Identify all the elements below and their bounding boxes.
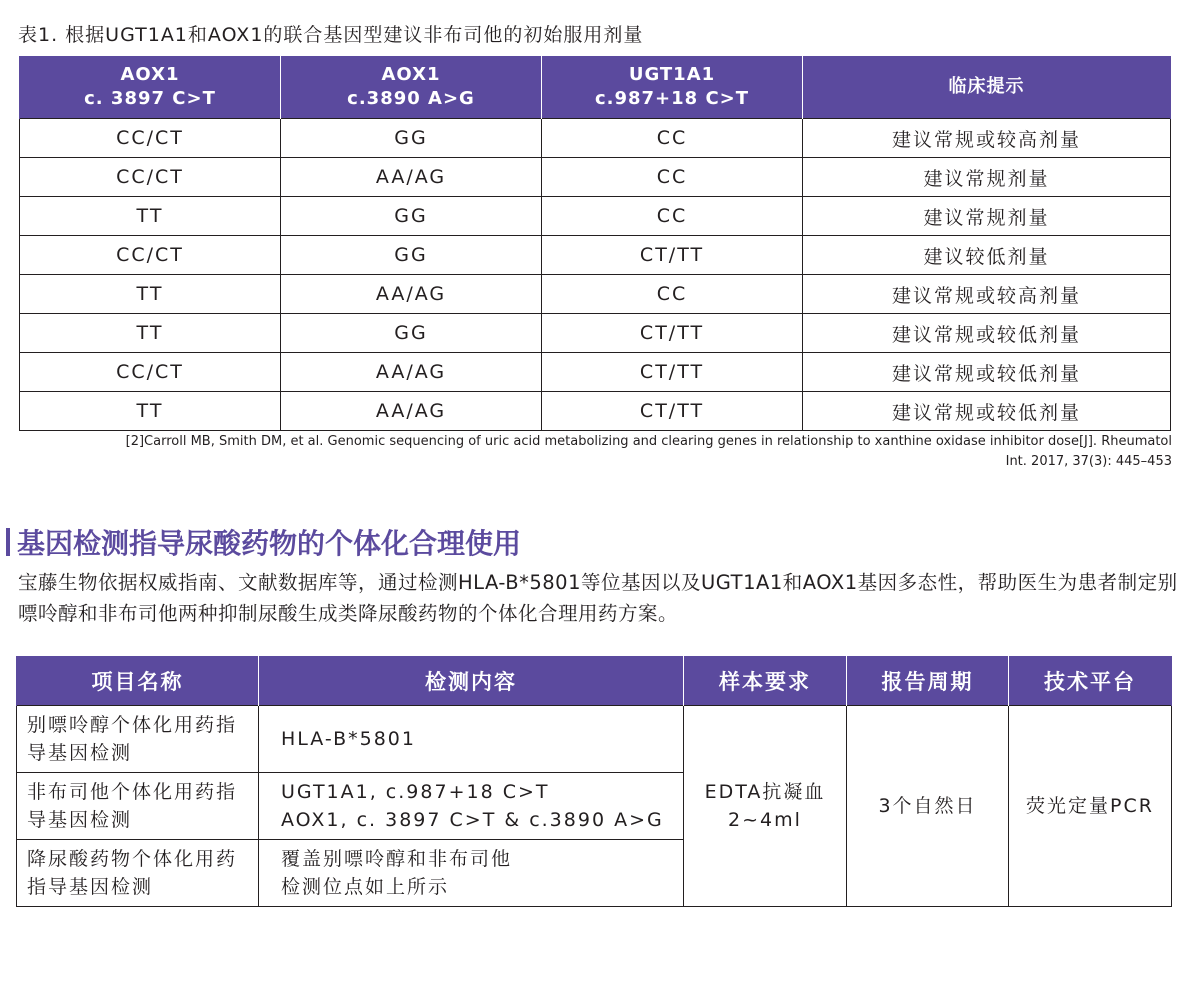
genotype-cell: AA/AG: [281, 158, 542, 197]
genotype-cell: GG: [281, 236, 542, 275]
table-row: [20, 275, 1171, 314]
header-aox1-c3897: AOX1 c. 3897 C>T: [20, 56, 281, 119]
header-aox1-c3890: AOX1 c.3890 A>G: [281, 56, 542, 119]
test-content-cell: 覆盖别嘌呤醇和非布司他 检测位点如上所示: [259, 840, 684, 907]
clinical-hint-cell: 建议较低剂量: [803, 236, 1171, 275]
clinical-hint-cell: 建议常规或较高剂量: [803, 275, 1171, 314]
genotype-cell: CT/TT: [542, 392, 803, 431]
genotype-cell: CC/CT: [20, 119, 281, 158]
header-item-name: 项目名称: [17, 656, 259, 706]
table-row: [20, 392, 1171, 431]
table-row: [20, 197, 1171, 236]
item-name-cell: 降尿酸药物个体化用药 指导基因检测: [17, 840, 259, 907]
genotype-cell: CC/CT: [20, 158, 281, 197]
test-items-header-row: [17, 656, 1172, 706]
test-content-cell: HLA-B*5801: [259, 706, 684, 773]
test-items-table: [16, 656, 1172, 907]
section-title: 基因检测指导尿酸药物的个体化合理使用: [17, 527, 522, 560]
report-cycle-cell: 3个自然日: [847, 706, 1009, 907]
genotype-cell: CC/CT: [20, 353, 281, 392]
genotype-cell: AA/AG: [281, 353, 542, 392]
genotype-cell: TT: [20, 314, 281, 353]
section-heading: [6, 522, 521, 562]
dosage-table-header-row: [20, 56, 1171, 119]
test-content-cell: UGT1A1, c.987+18 C>T AOX1, c. 3897 C>T & c.3890 A>G: [259, 773, 684, 840]
table-row: [17, 706, 1172, 773]
genotype-cell: TT: [20, 197, 281, 236]
header-ugt1a1: UGT1A1 c.987+18 C>T: [542, 56, 803, 119]
genotype-cell: TT: [20, 392, 281, 431]
clinical-hint-cell: 建议常规剂量: [803, 197, 1171, 236]
heading-accent-bar: [6, 528, 10, 556]
header-sample-requirement: 样本要求: [684, 656, 847, 706]
genotype-cell: CC: [542, 158, 803, 197]
genotype-cell: AA/AG: [281, 392, 542, 431]
table-row: [20, 119, 1171, 158]
reference-citation: [2]Carroll MB, Smith DM, et al. Genomic sequencing of uric acid metabolizing and clearing genes in relationship to xanthine oxidase inhibitor dose[J]. Rheumatol Int. 2017, 37(3): 445–453: [125, 434, 1172, 469]
clinical-hint-cell: 建议常规或较高剂量: [803, 119, 1171, 158]
header-report-cycle: 报告周期: [847, 656, 1009, 706]
clinical-hint-cell: 建议常规剂量: [803, 158, 1171, 197]
header-tech-platform: 技术平台: [1009, 656, 1172, 706]
clinical-hint-cell: 建议常规或较低剂量: [803, 392, 1171, 431]
genotype-cell: CT/TT: [542, 314, 803, 353]
genotype-cell: CC: [542, 275, 803, 314]
genotype-cell: AA/AG: [281, 275, 542, 314]
sample-requirement-cell: EDTA抗凝血 2~4ml: [684, 706, 847, 907]
genotype-cell: GG: [281, 314, 542, 353]
genotype-cell: CT/TT: [542, 353, 803, 392]
table-caption: 表1. 根据UGT1A1和AOX1的联合基因型建议非布司他的初始服用剂量: [18, 24, 644, 46]
table-row: [20, 236, 1171, 275]
tech-platform-cell: 荧光定量PCR: [1009, 706, 1172, 907]
clinical-hint-cell: 建议常规或较低剂量: [803, 314, 1171, 353]
clinical-hint-cell: 建议常规或较低剂量: [803, 353, 1171, 392]
table-row: [20, 314, 1171, 353]
section-intro: 宝藤生物依据权威指南、文献数据库等，通过检测HLA-B*5801等位基因以及UGT1A1和AOX1基因多态性，帮助医生为患者制定别嘌呤醇和非布司他两种抑制尿酸生成类降尿酸药物的个体化合理用药方案。: [18, 571, 1178, 625]
genotype-cell: CT/TT: [542, 236, 803, 275]
genotype-cell: TT: [20, 275, 281, 314]
header-clinical-hint: 临床提示: [803, 56, 1171, 119]
table-row: [20, 158, 1171, 197]
table-row: [20, 353, 1171, 392]
header-test-content: 检测内容: [259, 656, 684, 706]
item-name-cell: 别嘌呤醇个体化用药指 导基因检测: [17, 706, 259, 773]
genotype-cell: CC/CT: [20, 236, 281, 275]
genotype-cell: GG: [281, 119, 542, 158]
dosage-table: [19, 56, 1171, 431]
genotype-cell: CC: [542, 197, 803, 236]
genotype-cell: CC: [542, 119, 803, 158]
item-name-cell: 非布司他个体化用药指 导基因检测: [17, 773, 259, 840]
genotype-cell: GG: [281, 197, 542, 236]
